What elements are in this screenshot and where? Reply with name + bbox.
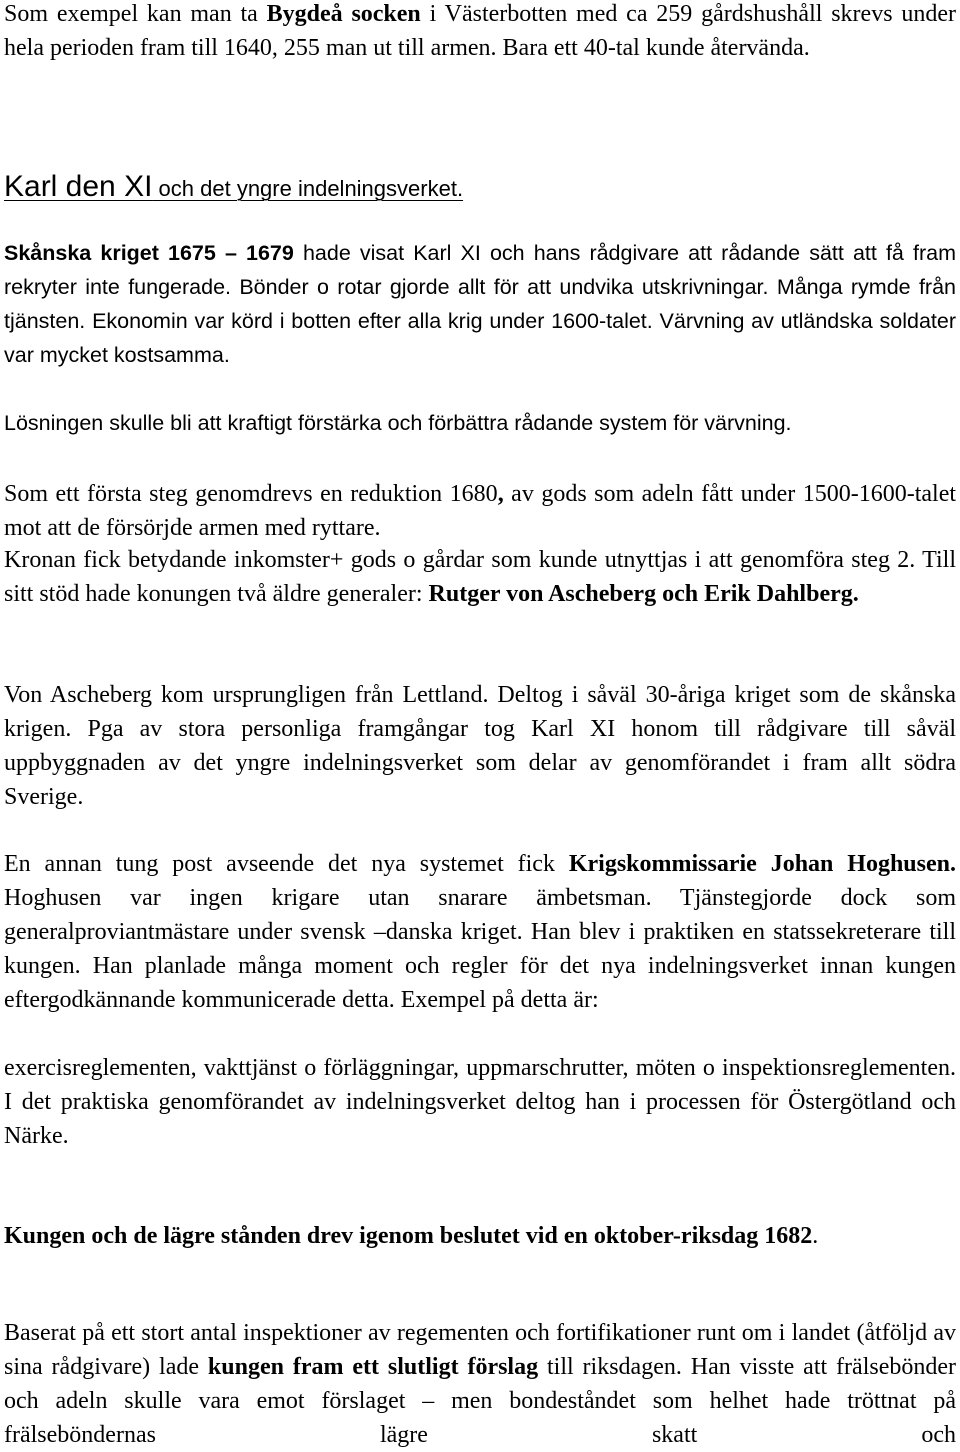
p7-text-b: Hoghusen var ingen krigare utan snarare ämbetsman. Tjänstegjorde dock som generalproviantmästare under svensk –danska kriget. Han blev i praktiken en statssekreterare till kungen. Han planlade många moment och regler för det nya indelningsverket innan kungen eftergodkännande kommunicerade detta. Exempel på detta är: (4, 885, 956, 1013)
paragraph-hoghusen (4, 847, 956, 1017)
paragraph-bygdea (4, 0, 956, 65)
paragraph-riksdag (4, 1219, 956, 1253)
p4-text-a: Som ett första steg genomdrevs en reduktion 1680 (4, 481, 498, 507)
heading-sub: och det yngre indelningsverket. (152, 176, 464, 201)
p8-text: exercisreglementen, vakttjänst o förläggningar, uppmarschrutter, möten o inspektionsreglementen. I det praktiska genomförandet av indelningsverket deltog han i processen för Östergötland och Närke. (4, 1055, 956, 1149)
p5-bold-generals: Rutger von Ascheberg och Erik Dahlberg. (428, 581, 859, 607)
paragraph-skanska-kriget (4, 236, 956, 372)
p1-text-a: Som exempel kan man ta (4, 1, 267, 27)
p6-text: Von Ascheberg kom ursprungligen från Lettland. Deltog i såväl 30-åriga kriget som de skånska krigen. Pga av stora personliga framgångar tog Karl XI honom till rådgivare till såväl uppbyggnaden av det yngre indelningsverket som delar av genomförandet i fram allt södra Sverige. (4, 682, 956, 810)
p7-bold-hoghusen: Krigskommissarie Johan Hoghusen. (568, 851, 956, 877)
p2-bold: Skånska kriget 1675 – 1679 (4, 241, 294, 265)
p9-bold: Kungen och de lägre stånden drev igenom beslutet vid en oktober-riksdag 1682 (4, 1223, 813, 1249)
paragraph-losningen (4, 406, 956, 440)
p10-text-a: Baserat på ett stort antal inspektioner av regementen och fortifikationer runt om i landet (åtföljd av sina rådgivare) lade (4, 1320, 956, 1380)
paragraph-baserat (4, 1316, 956, 1452)
p10-text-b: till riksdagen. Han visste att frälsebönder och adeln skulle vara emot förslaget – men bondeståndet som helhet hade tröttnat på frälseböndernas lägre skatt och (4, 1354, 956, 1448)
p5-text-a: Kronan fick betydande inkomster+ gods o gårdar som kunde utnyttjas i att genomföra steg 2. Till sitt stöd hade konungen två äldre generaler: (4, 547, 956, 607)
p1-bold-bygdea: Bygdeå socken (266, 1, 421, 27)
p1-text-c: i Västerbotten med ca 259 gårdshushåll skrevs under hela perioden fram till 1640, 255 man ut till armen. Bara ett 40-tal kunde återvända. (4, 1, 956, 61)
paragraph-reduktion (4, 477, 956, 545)
p2-rest: hade visat Karl XI och hans rådgivare att rådande sätt att få fram rekryter inte fungerade. Bönder o rotar gjorde allt för att undvika utskrivningar. Många rymde från tjänsten. Ekonomin var körd i botten efter alla krig under 1600-talet. Värvning av utländska soldater var mycket kostsamma. (4, 241, 956, 367)
section-heading (4, 168, 956, 211)
p3-text: Lösningen skulle bli att kraftigt förstärka och förbättra rådande system för värvning. (4, 411, 792, 435)
p7-text-a: En annan tung post avseende det nya systemet fick (4, 851, 569, 877)
p4-text-b: av gods som adeln fått under 1500-1600-talet mot att de försörjde armen med ryttare. (4, 481, 957, 541)
paragraph-kronan (4, 543, 956, 611)
paragraph-von-ascheberg (4, 678, 956, 814)
paragraph-reglementen (4, 1051, 956, 1153)
p4-comma: , (497, 481, 504, 507)
heading-main: Karl den XI (4, 170, 153, 203)
p10-bold-forslag: kungen fram ett slutligt förslag (207, 1354, 539, 1380)
p9-end: . (812, 1223, 819, 1249)
